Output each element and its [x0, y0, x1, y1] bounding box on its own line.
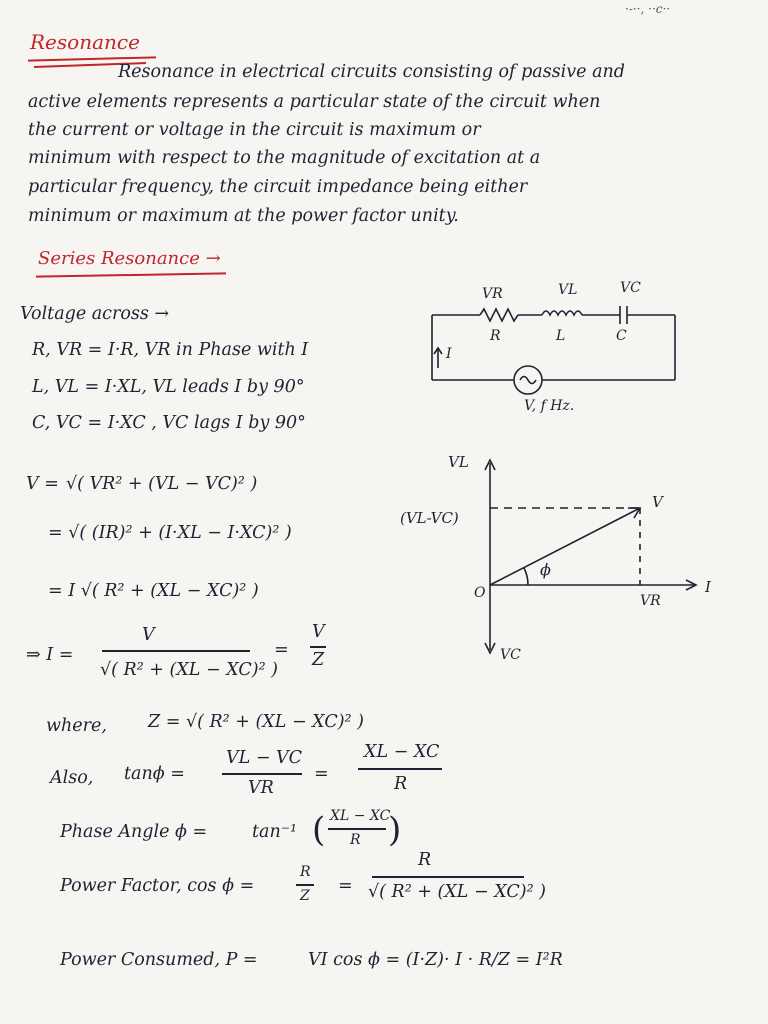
paragraph-line-2: active elements represents a particular state of the circuit when — [28, 92, 601, 112]
eq-also: Also, — [50, 768, 94, 788]
circuit-label-source: V, f Hz. — [524, 398, 575, 414]
phasor-label-vl-minus-vc: (VL-VC) — [400, 509, 459, 527]
eq-i-equals: = — [274, 640, 289, 660]
eq-tan-den: VR — [248, 778, 274, 798]
series-heading: Series Resonance → — [38, 248, 221, 269]
voltage-line-c: C, VC = I·XC , VC lags I by 90° — [32, 413, 306, 433]
eq-i-lhs: ⇒ I = — [26, 645, 74, 665]
eq-pf-fraction-bar — [296, 884, 314, 886]
paragraph-line-5: particular frequency, the circuit impedance being either — [28, 177, 528, 197]
phasor-label-phi: ϕ — [540, 560, 551, 579]
phasor-label-i: I — [705, 578, 711, 596]
eq-tan-equals: = — [314, 764, 329, 784]
paragraph-line-4: minimum with respect to the magnitude of excitation at a — [28, 148, 541, 168]
eq-phase-num: XL − XC — [330, 808, 391, 824]
title-underline — [28, 56, 156, 61]
eq-v-step2: = √( (IR)² + (I·XL − I·XC)² ) — [48, 523, 292, 543]
eq-phase-den: R — [350, 832, 361, 848]
eq-i-v: V — [312, 622, 325, 642]
circuit-label-current: I — [446, 346, 452, 362]
series-rlc-circuit — [420, 270, 690, 420]
page-title: Resonance — [30, 30, 140, 54]
eq-pf-den: Z — [300, 888, 310, 904]
eq-i-denominator: √( R² + (XL − XC)² ) — [100, 660, 278, 680]
voltage-line-r: R, VR = I·R, VR in Phase with I — [32, 340, 309, 360]
eq-v-step3: = I √( R² + (XL − XC)² ) — [48, 581, 259, 601]
eq-i-fraction-bar — [102, 650, 250, 652]
paragraph-line-6: minimum or maximum at the power factor unity. — [28, 206, 459, 226]
phasor-label-v: V — [652, 493, 663, 511]
eq-phase-fraction-bar — [328, 828, 386, 830]
circuit-label-c: C — [616, 328, 627, 344]
eq-tan-num-2: XL − XC — [364, 742, 440, 762]
circuit-label-r: R — [490, 328, 501, 344]
eq-i-numerator: V — [142, 625, 155, 645]
eq-pf-fraction-bar-2 — [372, 876, 524, 878]
eq-phase-paren-left: ( — [312, 810, 326, 850]
eq-where: where, — [46, 716, 107, 736]
eq-phase-paren-right: ) — [388, 810, 402, 850]
voltage-line-l: L, VL = I·XL, VL leads I by 90° — [32, 377, 305, 397]
circuit-label-vr: VR — [482, 286, 503, 302]
header-note: ·-··, ··c·· — [625, 2, 671, 16]
eq-i-fraction-bar-2 — [310, 646, 326, 648]
phasor-label-vc: VC — [500, 647, 521, 663]
phasor-label-vr: VR — [640, 593, 661, 609]
eq-power-label: Power Consumed, P = — [60, 950, 258, 970]
eq-tan-lhs: tanϕ = — [124, 764, 185, 784]
eq-tan-den-2: R — [394, 774, 408, 794]
eq-v-rhs: √( VR² + (VL − VC)² ) — [66, 474, 258, 494]
eq-pf-equals: = — [338, 876, 353, 896]
paragraph-line-3: the current or voltage in the circuit is maximum or — [28, 120, 481, 140]
circuit-label-vl: VL — [558, 282, 578, 298]
eq-tan-fraction-bar-2 — [358, 768, 442, 770]
eq-tan-fraction-bar — [222, 773, 302, 775]
eq-pf-den-2: √( R² + (XL − XC)² ) — [368, 882, 546, 902]
eq-power-expression: VI cos ϕ = (I·Z)· I · R/Z = I²R — [308, 950, 563, 970]
eq-pf-num: R — [300, 864, 311, 880]
eq-phase-label: Phase Angle ϕ = — [60, 822, 208, 842]
phasor-diagram — [390, 445, 730, 670]
eq-pf-num-2: R — [418, 850, 432, 870]
circuit-label-vc: VC — [620, 280, 641, 296]
eq-z-def: Z = √( R² + (XL − XC)² ) — [148, 712, 364, 732]
eq-i-z: Z — [312, 650, 325, 670]
eq-phase-fn: tan⁻¹ — [252, 822, 297, 842]
phasor-label-vl: VL — [448, 453, 469, 471]
paragraph-line-1: Resonance in electrical circuits consisting of passive and — [118, 62, 625, 82]
voltage-across-label: Voltage across → — [20, 304, 170, 324]
eq-tan-num: VL − VC — [226, 748, 303, 768]
series-heading-underline — [36, 272, 226, 277]
eq-pf-label: Power Factor, cos ϕ = — [60, 876, 255, 896]
eq-v-lhs: V = — [26, 474, 59, 494]
circuit-label-l: L — [556, 328, 566, 344]
phasor-label-origin: O — [474, 585, 486, 601]
